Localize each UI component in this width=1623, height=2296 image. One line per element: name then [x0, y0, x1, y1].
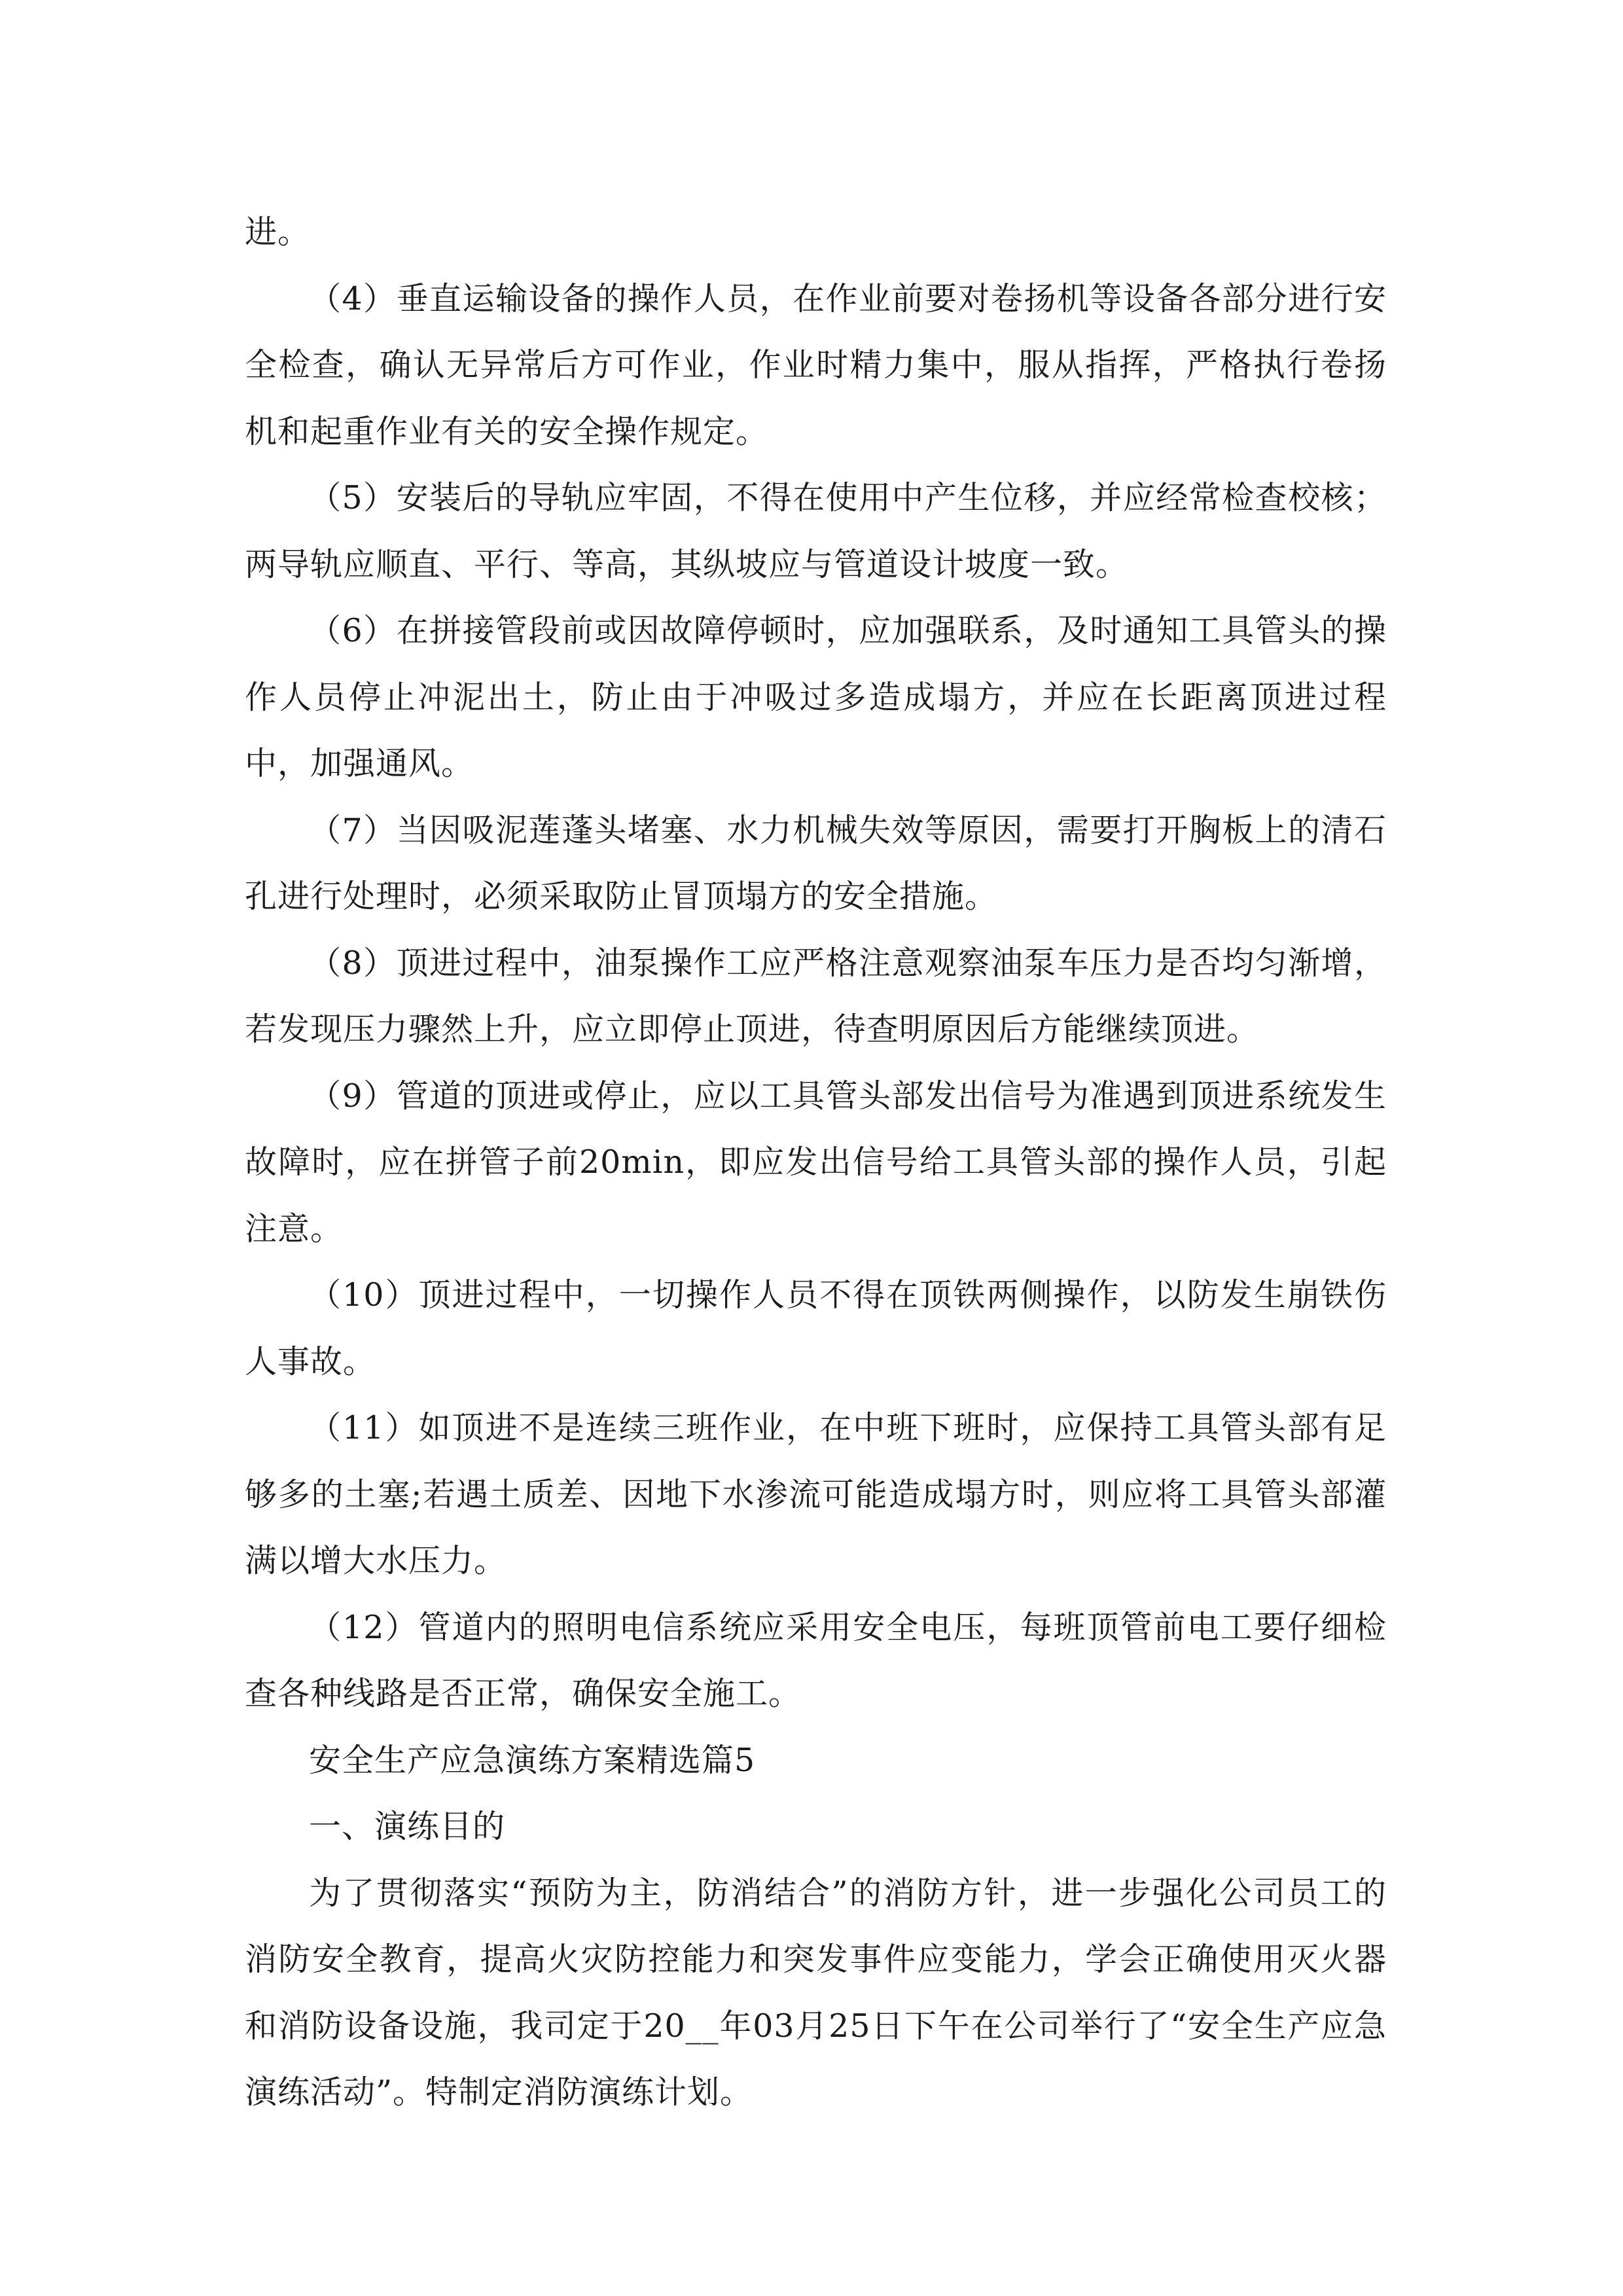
section-title: 安全生产应急演练方案精选篇5	[309, 1741, 756, 1779]
paragraph-item-12: （12）管道内的照明电信系统应采用安全电压，每班顶管前电工要仔细检查各种线路是否正常，确保安全施工。	[245, 1608, 1387, 1712]
paragraph-item-5: （5）安装后的导轨应牢固，不得在使用中产生位移，并应经常检查校核；两导轨应顺直、平行、等高，其纵坡应与管道设计坡度一致。	[245, 479, 1387, 583]
document-body	[245, 199, 1387, 2126]
paragraph-item-8: （8）顶进过程中，油泵操作工应严格注意观察油泵车压力是否均匀渐增，若发现压力骤然上升，应立即停止顶进，待查明原因后方能继续顶进。	[245, 944, 1387, 1048]
paragraph-item-10: （10）顶进过程中，一切操作人员不得在顶铁两侧操作，以防发生崩铁伤人事故。	[245, 1276, 1387, 1380]
paragraph-item-4: （4）垂直运输设备的操作人员，在作业前要对卷扬机等设备各部分进行安全检查，确认无异常后方可作业，作业时精力集中，服从指挥，严格执行卷扬机和起重作业有关的安全操作规定。	[245, 279, 1387, 450]
paragraph-item-11: （11）如顶进不是连续三班作业，在中班下班时，应保持工具管头部有足够多的土塞;若遇土质差、因地下水渗流可能造成塌方时，则应将工具管头部灌满以增大水压力。	[245, 1409, 1387, 1579]
paragraph-continuation: 进。	[245, 213, 311, 251]
paragraph-purpose: 为了贯彻落实“预防为主，防消结合”的消防方针，进一步强化公司员工的消防安全教育，提高火灾防控能力和突发事件应变能力，学会正确使用灭火器和消防设备设施，我司定于20__年03月25日下午在公司举行了“安全生产应急演练活动”。特制定消防演练计划。	[245, 1874, 1387, 2111]
paragraph-item-9: （9）管道的顶进或停止，应以工具管头部发出信号为准遇到顶进系统发生故障时，应在拼管子前20min，即应发出信号给工具管头部的操作人员，引起注意。	[245, 1077, 1387, 1247]
paragraph-item-7: （7）当因吸泥莲蓬头堵塞、水力机械失效等原因，需要打开胸板上的清石孔进行处理时，必须采取防止冒顶塌方的安全措施。	[245, 811, 1387, 915]
subsection-heading: 一、演练目的	[309, 1808, 506, 1845]
paragraph-item-6: （6）在拼接管段前或因故障停顿时，应加强联系，及时通知工具管头的操作人员停止冲泥出土，防止由于冲吸过多造成塌方，并应在长距离顶进过程中，加强通风。	[245, 612, 1387, 782]
